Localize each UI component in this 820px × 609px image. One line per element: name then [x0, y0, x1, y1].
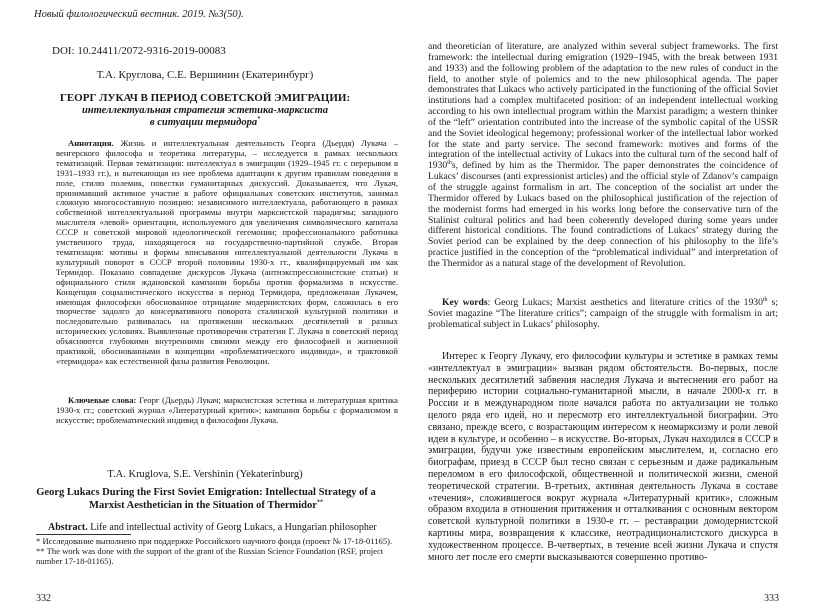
abstract-en-sup: th	[447, 160, 452, 167]
article-subtitle-ru	[20, 105, 390, 129]
abstract-en-cont-1: and theoretician of literature, are analyzed within several subject frameworks. The first framework: the intellectual during emigration (1929–1945, with the break between 1931 and 1933) and the following problem of the adaptation to the new rules of conduct in the field, to another style of polemics and to the new philosophical agenda. The paper demonstrates that Lukacs who actively participated in the functioning of the official Soviet institutions had a complex multifaceted position: of an independent intellectual working according to his own intellectual program within the Marxist paradigm; a western thinker of the “left” orientation contributed into the increase of the symbolic capital of the USSR and the Soviet ideological hegemony; professional worker of the intellectual labor worked for the state and party service. The second framework: motives and forms of the integration of the intellectual activity of Lukacs into the cultural turn of the second half of 1930	[428, 41, 778, 172]
article-title-ru: ГЕОРГ ЛУКАЧ В ПЕРИОД СОВЕТСКОЙ ЭМИГРАЦИИ:	[59, 92, 351, 104]
abstract-ru-text: Жизнь и интеллектуальная деятельность Георга (Дьердя) Лукача – венгерского философа и теоретика литературы, – исследуется в рамках нескольких тематизаций. Первая тематизация: интеллектуал в эмиграции (1929–1945 гг. с перерывом в 1931–1933 гг.), и вытекающая из нее проблема адаптации к другим правилам поведения в поле, стилю полемик, повестки гуманитарных дискуссий. Доказывается, что Лукач, принимавший активное участие в работе официальных советских институтов, занимал сложную многосоставную позицию: независимого интеллектуала, работающего в рамках собственной интеллектуальной программы внутри марксистской парадигмы; западного мыслителя «левой» ориентации, используемого для увеличения символического капитала СССР и советской мировой идеологической гегемонии; профессионального работника умственного труда, находящегося на государственно-партийной службе. Вторая тематизация: мотивы и формы вписывания интеллектуальной деятельности Лукача в культурный поворот в СССР второй половины 1930-х гг., квалифицируемый им как Термидор. Показано совпадение дискурсов Лукача (антиэкспрессионистские статьи) и официального стиля ждановской кампании борьбы против формализма в искусстве. Концепция социалистического искусства в период Термидора, предложенная Лукачем, имеющая философски обоснованное отрицание модернистских форм, сложилась в его творчестве задолго до консервативного поворота сталинской культурной политики и последовательно развивалась на протяжении нескольких десятилетий в разных исторических условиях. Выявленные противоречия стратегии Г. Лукача в советский период объясняются глубокими внутренними связями между его философией и жизненной практикой, обоснованными в концепции «проблематического индивида», и трактовкой «термидора» как естественной фазы развития Революции.	[56, 138, 399, 366]
subtitle-line-1: интеллектуальная стратегия эстетика-марксиста	[81, 105, 329, 116]
keywords-ru-label: Ключевые слова:	[68, 395, 137, 405]
authors-en: T.A. Kruglova, S.E. Vershinin (Yekaterinburg)	[107, 469, 303, 480]
doi: DOI: 10.24411/2072-9316-2019-00083	[52, 45, 226, 57]
footnote-1: * Исследование выполнено при поддержке Российского научного фонда (проект № 17-18-01165).	[36, 536, 393, 546]
footnote-mark-en: **	[316, 499, 323, 506]
keywords-en-text-2: s; Soviet magazine “The literature critics”; campaign of the struggle with formalism in art; problematical subject in Lukacs’ philosophy.	[428, 297, 778, 330]
authors-ru: Т.А. Круглова, С.Е. Вершинин (Екатеринбург)	[96, 69, 314, 81]
keywords-ru	[56, 396, 398, 426]
abstract-ru-label: Аннотация.	[68, 138, 114, 148]
footnote-divider	[36, 534, 131, 535]
journal-header: Новый филологический вестник. 2019. №3(50).	[34, 9, 244, 20]
right-page	[410, 0, 820, 609]
article-title-en	[36, 486, 376, 512]
keywords-en-sup: th	[762, 296, 768, 303]
keywords-ru-text: Георг (Дьердь) Лукач; марксистская эстетика и литературная критика 1930-х гг.; советский журнал «Литературный критик»; кампания борьбы с формализмом в искусстве; проблематический индивид в философии Лукача.	[56, 395, 398, 425]
keywords-en-text-1: : Georg Lukacs; Marxist aesthetics and literature critics of the 1930	[487, 297, 763, 308]
subtitle-line-2: в ситуации термидора	[149, 117, 258, 128]
abstract-ru	[56, 139, 398, 367]
page-number-left: 332	[36, 593, 51, 604]
abstract-en-cont-2: s, defined by him as the Thermidor. The paper demonstrates the coincidence of Lukacs’ discourses (anti expressionist articles) and the official style of Zdanov’s campaign of the struggle against formalism in art. The conception of the socialist art under the Thermidor offered by Lukacs based on the philosophical justification of the rejection of the modernist forms had emerged in his works long before the conservative turn of the Stalinist cultural politics and had been coherently developed during some years under different historical conditions. The found contradictions of Lukacs’ strategy during the Soviet period can be explained by the deep connection of his philosophy to the life’s practice justified in the conception of the “problematical individual” and interpretation of the Thermidor as a natural stage of the development of Revolution.	[428, 160, 778, 269]
footnote-mark: *	[257, 116, 261, 123]
body-text-ru: Интерес к Георгу Лукачу, его философии культуры и эстетике в рамках темы «интеллектуал в эмиграции» вызван рядом обстоятельств. Во-первых, после нескольких десятилетий забвения наследия Лукача и вытеснения его работ на периферию истории социально-гуманитарной мысли, в начале 2000-х гг. в России и в международном поле начался работа по актуализации не только целого ряда его идей, но и пересмотр его интеллектуальной биографии. Это связано, прежде всего, с возрастающим интересом к неомарксизму и роли левой идеи в культуре, и особенно – в искусстве. Во-вторых, Лукач находился в СССР в эмиграции, будучи уже известным европейским мыслителем, и, согласно его биографам, приезд в СССР был тесно связан с серьезным и даже радикальным переломом в его философской, общественной и политической жизни, сменой теоретической стратегии. В-третьих, активная деятельность Лукача в составе «течения», сложившегося вокруг журнала «Литературный критик», сложным образом входила в отношения притяжения и отталкивания с основным вектором советской культурной политики в 1930-е гг. – реставрации домодернистской картины мира, возвращения к классике, неотрадиционалистского дискурса в художественном процессе. В-четвертых, в течение всей жизни Лукача и спустя много лет после его смерти высказываются совершенно противо-	[428, 351, 778, 563]
title-en-text: Georg Lukacs During the First Soviet Emigration: Intellectual Strategy of a Marxist Aesthetician in the Situation of Thermidor	[36, 487, 376, 511]
abstract-en-label: Abstract.	[48, 522, 88, 533]
footnotes	[36, 536, 396, 566]
page-number-right: 333	[764, 593, 779, 604]
abstract-en-continued	[428, 42, 778, 270]
footnote-2: ** The work was done with the support of the grant of the Russian Science Foundation (RSF, project number 17-18-01165).	[36, 546, 384, 566]
abstract-en-text-start: Life and intellectual activity of Georg Lukacs, a Hungarian philosopher	[90, 522, 377, 533]
abstract-en-start	[48, 522, 400, 534]
keywords-en	[428, 298, 778, 331]
keywords-en-label: Key words	[442, 297, 488, 308]
